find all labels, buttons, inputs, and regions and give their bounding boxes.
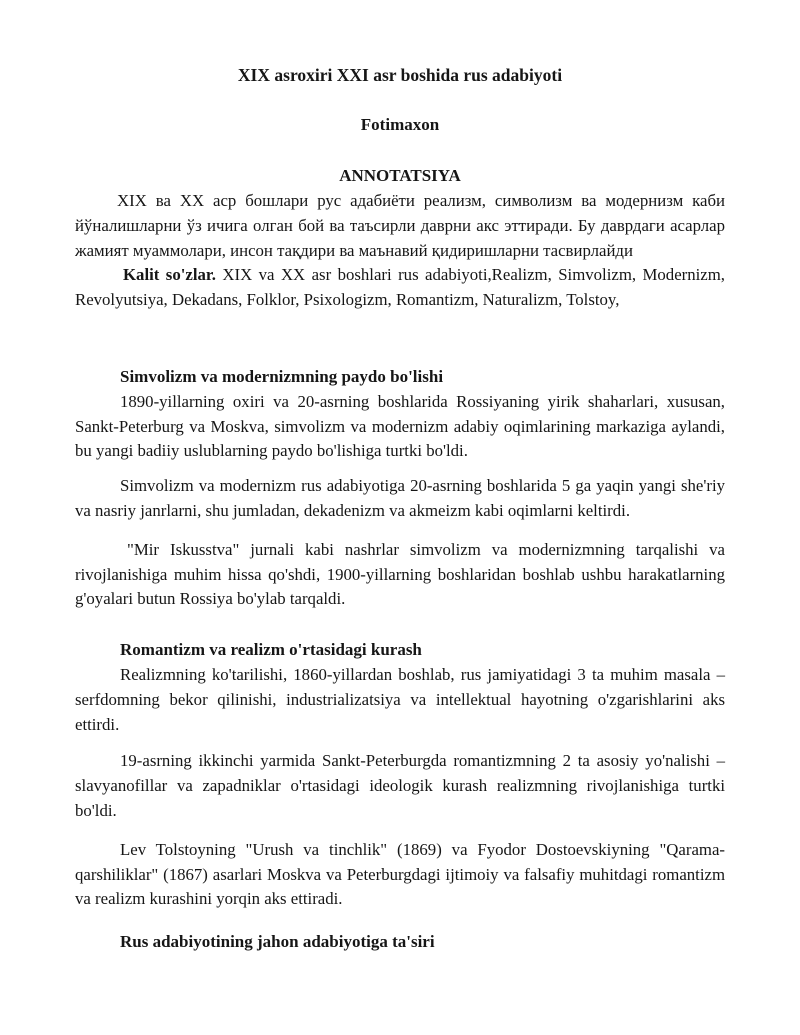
- paragraph-romantizm-3: Lev Tolstoyning "Urush va tinchlik" (1869) va Fyodor Dostoevskiyning "Qarama-qarshiliklar" (1867) asarlari Moskva va Peterburgdagi ijtimoiy va falsafiy muhitdagi romantizm va realizm kurashini yorqin aks ettiradi.: [75, 839, 725, 909]
- paragraph-romantizm-1: Realizmning ko'tarilishi, 1860-yillardan boshlab, rus jamiyatidagi 3 ta muhim masala – serfdomning bekor qilinishi, industrializatsiya va intellektual hayotning o'zgarishlarini aks ettirdi.: [75, 664, 725, 734]
- paragraph-romantizm-2: 19-asrning ikkinchi yarmida Sankt-Peterburgda romantizmning 2 ta asosiy yo'nalishi – slavyanofillar va zapadniklar o'rtasidagi ideologik kurash realizmning rivojlanishiga turtki bo'ldi.: [75, 751, 725, 820]
- section-heading-simvolizm: Simvolizm va modernizmning paydo bo'lishi: [120, 366, 444, 386]
- keywords-label: Kalit so'zlar.: [123, 265, 216, 285]
- annotation-heading: ANNOTATSIYA: [339, 166, 461, 185]
- document-title: XIX asroxiri XXI asr boshida rus adabiyoti: [237, 65, 563, 85]
- paragraph-simvolizm-3: "Mir Iskusstva" jurnali kabi nashrlar simvolizm va modernizmning tarqalishi va rivojlanishiga muhim hissa qo'shdi, 1900-yillarning boshlaridan boshlab ushbu harakatlarning g'oyalari butun Rossiya bo'ylab tarqaldi.: [75, 539, 725, 609]
- section-heading-romantizm: Romantizm va realizm o'rtasidagi kurash: [120, 640, 422, 660]
- annotation-paragraph: XIX ва XX аср бошлари рус адабиёти реализм, символизм ва модернизм каби йўналишларни ўз ичига олган бой ва таъсирли даврни акс эттиради. Бу даврдаги асарлар жамият муаммолари, инсон тақдири ва маънавий қидиришларни тасвирлайди: [75, 191, 725, 260]
- keywords-text: XIX va XX asr boshlari rus adabiyoti,Realizm, Simvolizm, Modernizm, Revolyutsiya, Dekadans, Folklor, Psixologizm, Romantizm, Naturalizm, Tolstoy,: [75, 265, 725, 310]
- closing-heading: Rus adabiyotining jahon adabiyotiga ta'siri: [120, 932, 435, 952]
- author-name: Fotimaxon: [360, 115, 440, 134]
- paragraph-simvolizm-1: 1890-yillarning oxiri va 20-asrning boshlarida Rossiyaning yirik shaharlari, xususan, Sankt-Peterburg va Moskva, simvolizm va modernizm adabiy oqimlarining markaziga aylandi, bu yangi badiiy uslublarning paydo bo'lishiga turtki bo'ldi.: [75, 391, 725, 461]
- paragraph-simvolizm-2: Simvolizm va modernizm rus adabiyotiga 20-asrning boshlarida 5 ga yaqin yangi she'riy va nasriy janrlarni, shu jumladan, dekadenizm va akmeizm kabi oqimlarni keltirdi.: [75, 476, 725, 520]
- keywords-paragraph: [75, 263, 725, 313]
